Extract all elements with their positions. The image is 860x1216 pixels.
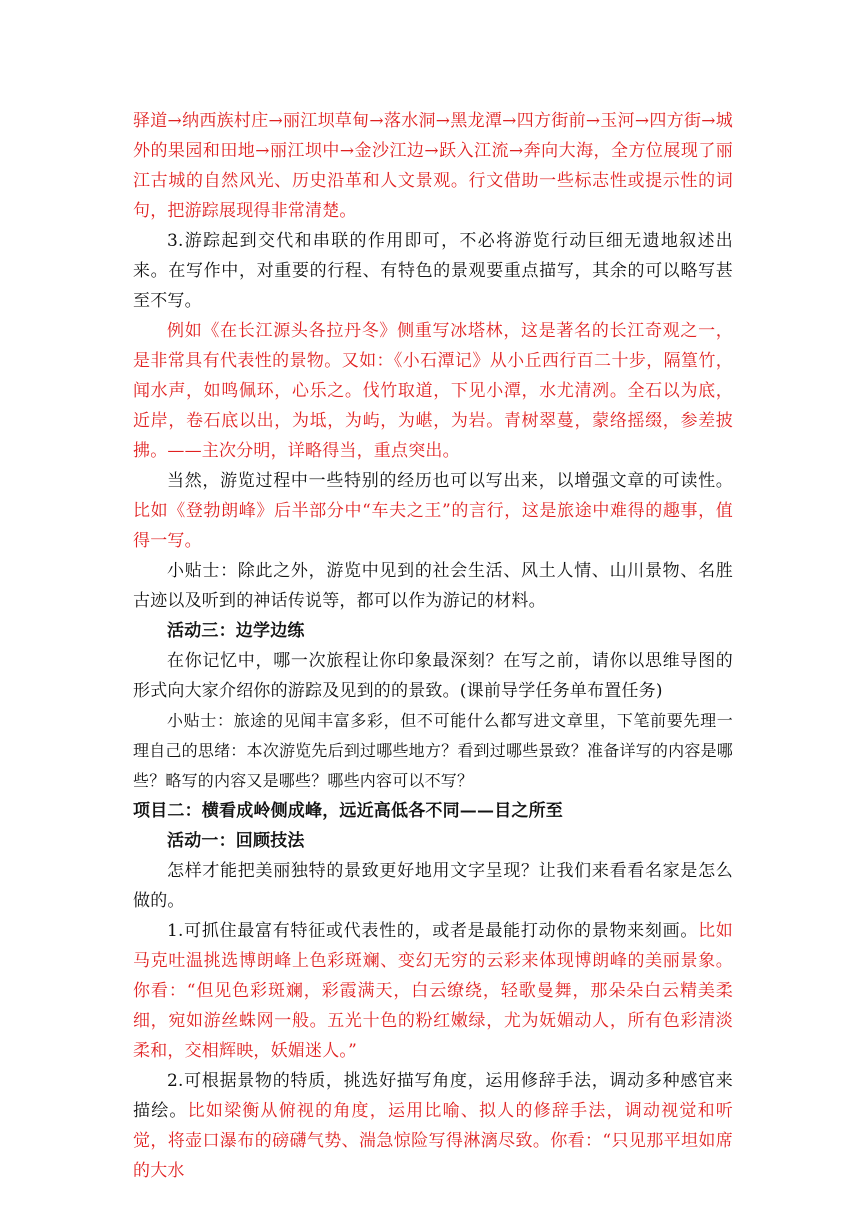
paragraph-special-experience [133, 466, 733, 556]
heading-project-2: 项目二：横看成岭侧成峰，远近高低各不同——目之所至 [133, 801, 563, 821]
document-body [133, 106, 733, 1186]
heading-activity-1: 活动一：回顾技法 [167, 831, 305, 851]
text-red: 比如梁衡从俯视的角度，运用比喻、拟人的修辞手法，调动视觉和听觉，将壶口瀑布的磅礴气势、湍急惊险写得淋漓尽致。你看：“只见那平坦如席的大水 [133, 1101, 733, 1181]
text-red: 比如马克吐温挑选博朗峰上色彩斑斓、变幻无穷的云彩来体现博朗峰的美丽景象。你看：“但见色彩斑斓，彩霞满天，白云缭绕，轻歌曼舞，那朵朵白云精美柔细，宛如游丝蛛网一般。五光十色的粉红嫩绿，尤为妩媚动人，所有色彩清淡柔和，交相辉映，妖媚迷人。” [133, 921, 733, 1061]
paragraph-example-glacier: 例如《在长江源头各拉丹冬》侧重写冰塔林，这是著名的长江奇观之一，是非常具有代表性的景物。又如：《小石潭记》从小丘西行百二十步，隔篁竹，闻水声，如鸣佩环，心乐之。伐竹取道，下见小潭，水尤清冽。全石以为底，近岸，卷石底以出，为坻，为屿，为嵁，为岩。青树翠蔓，蒙络摇缀，参差披拂。——主次分明，详略得当，重点突出。 [133, 321, 733, 461]
paragraph-tip-planning: 小贴士：旅途的见闻丰富多彩，但不可能什么都写进文章里，下笔前要先理一理自己的思绪：本次游览先后到过哪些地方？看到过哪些景致？准备详写的内容是哪些？略写的内容又是哪些？哪些内容可以不写？ [133, 711, 733, 790]
paragraph-point-2 [133, 1066, 733, 1186]
text-black: 1.可抓住最富有特征或代表性的，或者是最能打动你的景物来刻画。 [167, 921, 699, 941]
paragraph-task-mindmap: 在你记忆中，哪一次旅程让你印象最深刻？在写之前，请你以思维导图的形式向大家介绍你的游踪及见到的的景致。(课前导学任务单布置任务) [133, 651, 733, 701]
text-red: 比如《登勃朗峰》后半部分中“车夫之王”的言行，这是旅途中难得的趣事，值得一写。 [133, 501, 733, 551]
paragraph-route-summary: 驿道→纳西族村庄→丽江坝草甸→落水洞→黑龙潭→四方街前→玉河→四方街→城外的果园和田地→丽江坝中→金沙江边→跃入江流→奔向大海，全方位展现了丽江古城的自然风光、历史沿革和人文景观。行文借助一些标志性或提示性的词句，把游踪展现得非常清楚。 [133, 111, 733, 221]
paragraph-point-1 [133, 916, 733, 1066]
paragraph-tip-materials: 小贴士：除此之外，游览中见到的社会生活、风土人情、山川景物、名胜古迹以及听到的神话传说等，都可以作为游记的材料。 [133, 561, 733, 611]
heading-activity-3: 活动三：边学边练 [167, 621, 305, 641]
paragraph-intro-question: 怎样才能把美丽独特的景致更好地用文字呈现？让我们来看看名家是怎么做的。 [133, 861, 733, 911]
text-black: 2.可根据景物的特质，挑选好描写角度，运用修辞手法，调动多种感官来描绘。 [133, 1071, 733, 1121]
paragraph-point-3: 3.游踪起到交代和串联的作用即可，不必将游览行动巨细无遗地叙述出来。在写作中，对重要的行程、有特色的景观要重点描写，其余的可以略写甚至不写。 [133, 231, 733, 311]
text-black: 当然，游览过程中一些特别的经历也可以写出来，以增强文章的可读性。 [167, 471, 733, 491]
